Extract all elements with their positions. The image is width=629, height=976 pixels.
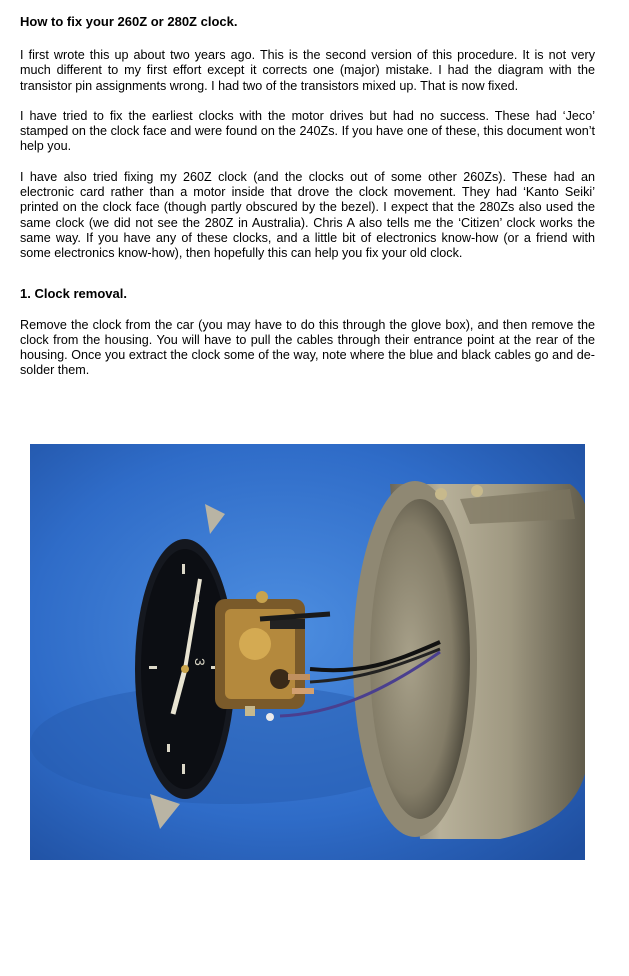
intro-paragraph-2: I have tried to fix the earliest clocks with the motor drives but had no success. These had ‘Jeco’ stamped on the clock face and were found on the 240Zs. If you have one of these, this document won’t help you. <box>20 108 595 154</box>
intro-paragraph-1: I first wrote this up about two years ago. This is the second version of this procedure. It is not very much different to my first effort except it corrects one (major) mistake. I had the diagram with the transistor pin assignments wrong. I had two of the transistors mixed up. That is now fixed. <box>20 48 595 93</box>
section-paragraph-clock-removal: Remove the clock from the car (you may have to do this through the glove box), and then remove the clock from the housing. You will have to pull the cables through their entrance point at the rear of the housing. Once you extract the clock some of the way, note where the blue and black cables go and de-solder them. <box>20 317 595 378</box>
intro-paragraph-3: I have also tried fixing my 260Z clock (and the clocks out of some other 260Zs). These had an electronic card rather than a motor inside that drove the clock movement. They had ‘Kanto Seiki’ printed on the clock face (though partly obscured by the bezel). I expect that the 280Zs also used the same clock (we did not see the 280Z in Australia). Chris A also tells me the ‘Citizen’ clock works the same way. If you have any of these clocks, and a little bit of electronics know-how (or a friend with some electronics know-how), then hopefully this can help you fix your old clock. <box>20 169 595 261</box>
document-title: How to fix your 260Z or 280Z clock. <box>20 14 238 29</box>
clock-housing <box>353 481 585 839</box>
clock-removal-photo <box>30 444 585 860</box>
section-heading-clock-removal: 1. Clock removal. <box>20 285 127 301</box>
clock-face-numeral: 3 <box>192 658 208 666</box>
document-body <box>20 14 595 394</box>
clock-photo-illustration <box>30 444 585 860</box>
